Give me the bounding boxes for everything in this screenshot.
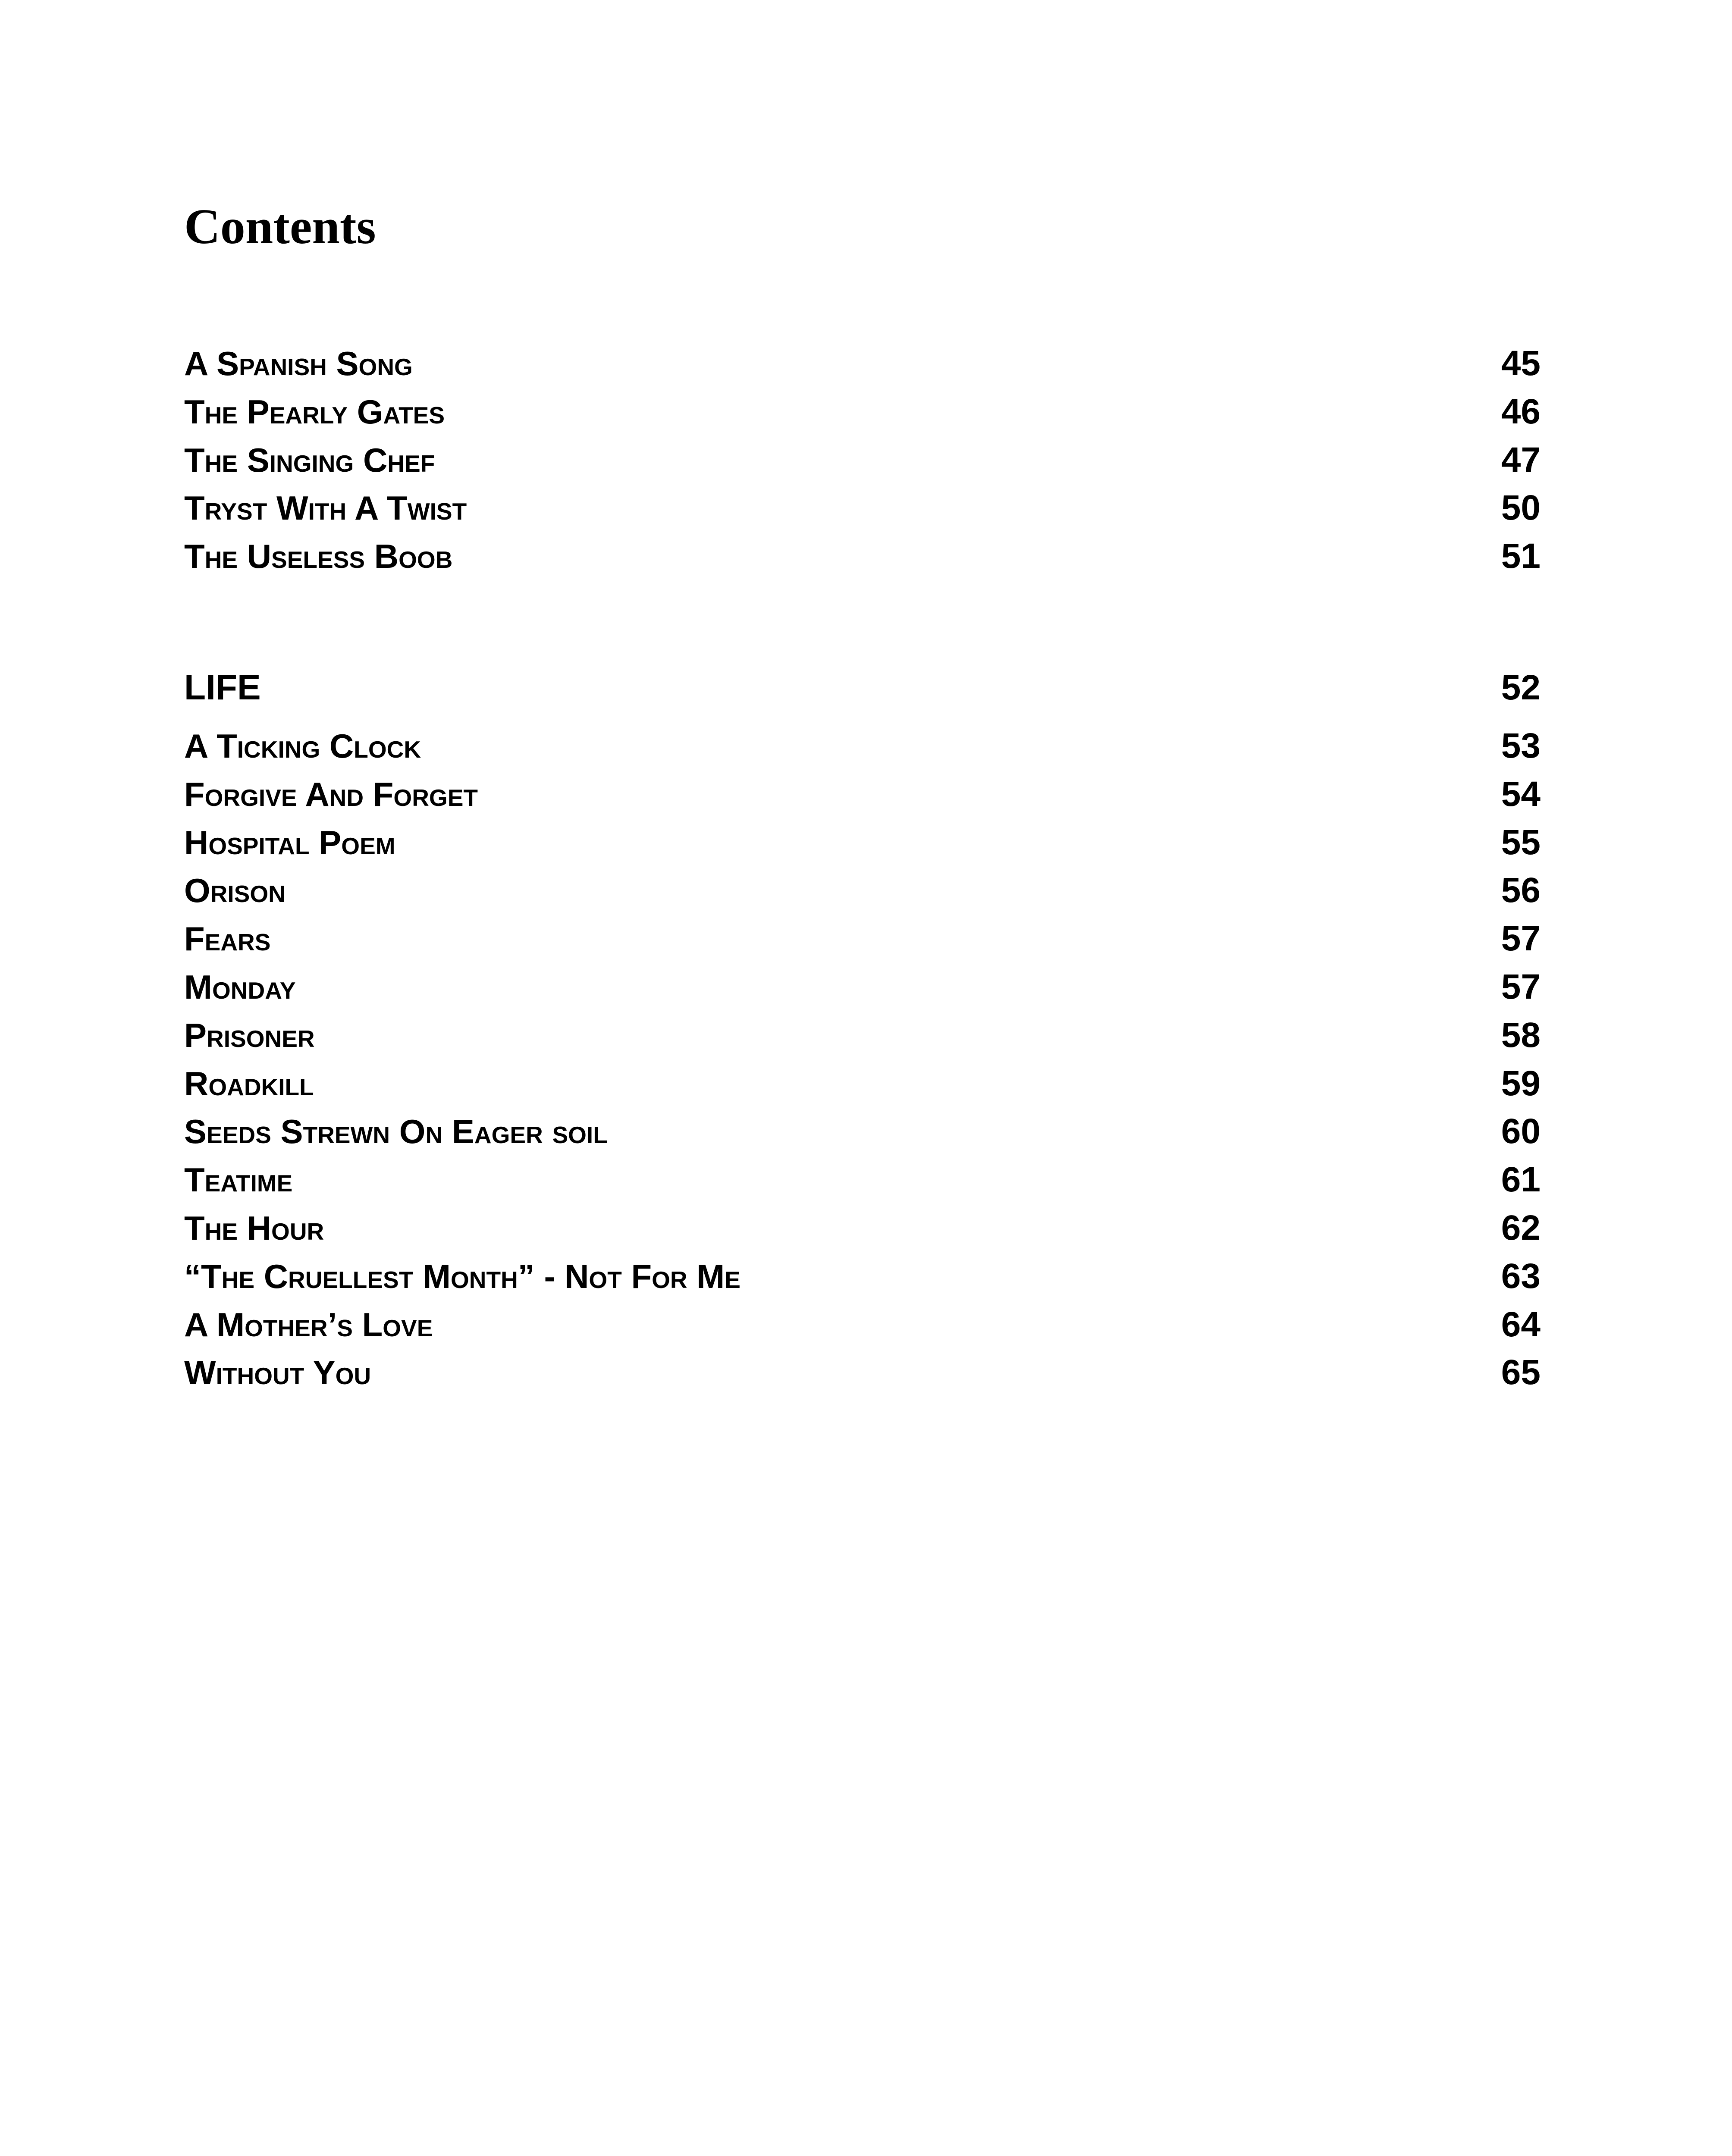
toc-entry[interactable] bbox=[184, 1015, 1541, 1066]
toc-entry-title: Tryst With A Twist bbox=[184, 489, 467, 527]
toc-entry-title: Without You bbox=[184, 1354, 371, 1392]
toc-entry[interactable] bbox=[184, 1355, 1541, 1403]
toc-group-1 bbox=[184, 346, 1541, 587]
toc-entry-page: 54 bbox=[1501, 774, 1541, 814]
toc-entry[interactable] bbox=[184, 1063, 1541, 1114]
toc-entry-title: Fears bbox=[184, 920, 271, 958]
toc-entry-page: 57 bbox=[1501, 967, 1541, 1006]
toc-entry-page: 55 bbox=[1501, 822, 1541, 862]
toc-entry-page: 63 bbox=[1501, 1256, 1541, 1296]
toc-entry-page: 65 bbox=[1501, 1353, 1541, 1392]
toc-entry-page: 64 bbox=[1501, 1304, 1541, 1344]
toc-entry[interactable] bbox=[184, 346, 1541, 394]
toc-entry[interactable] bbox=[184, 1210, 1541, 1259]
toc-entry[interactable] bbox=[184, 1256, 1541, 1307]
toc-entry[interactable] bbox=[184, 536, 1541, 587]
toc-entry[interactable] bbox=[184, 1304, 1541, 1355]
toc-entry-page: 58 bbox=[1501, 1015, 1541, 1055]
toc-entry-page: 51 bbox=[1501, 536, 1541, 576]
toc-entry-title: Orison bbox=[184, 871, 286, 910]
toc-entry[interactable] bbox=[184, 442, 1541, 491]
toc-entry-title: Forgive And Forget bbox=[184, 775, 478, 813]
toc-entry-title: The Pearly Gates bbox=[184, 392, 445, 431]
toc-entry-title: Roadkill bbox=[184, 1064, 314, 1103]
toc-entry-page: 60 bbox=[1501, 1112, 1541, 1151]
toc-entry-page: 46 bbox=[1501, 392, 1541, 431]
toc-entry-title: A Spanish Song bbox=[184, 345, 413, 382]
toc-entry[interactable] bbox=[184, 1162, 1541, 1210]
toc-entry-title: The Useless Boob bbox=[184, 537, 453, 576]
toc-entry-page: 56 bbox=[1501, 871, 1541, 910]
toc-entry-page: 45 bbox=[1501, 344, 1541, 383]
toc-entry-page: 61 bbox=[1501, 1160, 1541, 1200]
toc-entry-title: The Singing Chef bbox=[184, 441, 435, 479]
toc-section-heading[interactable] bbox=[184, 670, 1541, 728]
toc-entry-page: 57 bbox=[1501, 919, 1541, 959]
toc-section-title: LIFE bbox=[184, 668, 261, 707]
toc-entry-title: Hospital Poem bbox=[184, 823, 395, 862]
toc-entry[interactable] bbox=[184, 774, 1541, 825]
toc-entry[interactable] bbox=[184, 490, 1541, 539]
toc-entry-title: Prisoner bbox=[184, 1016, 315, 1054]
toc-entry-page: 47 bbox=[1501, 440, 1541, 479]
toc-entry-title: “The Cruellest Month” - Not For Me bbox=[184, 1257, 740, 1295]
toc-entry[interactable] bbox=[184, 822, 1541, 873]
toc-entry-title: The Hour bbox=[184, 1209, 324, 1247]
toc-entry[interactable] bbox=[184, 921, 1541, 969]
toc-entry-page: 62 bbox=[1501, 1208, 1541, 1247]
toc-section-page: 52 bbox=[1501, 668, 1541, 707]
toc-entry[interactable] bbox=[184, 1114, 1541, 1162]
toc-group-2 bbox=[184, 670, 1541, 1403]
toc-entry-title: A Ticking Clock bbox=[184, 727, 421, 765]
toc-entry[interactable] bbox=[184, 969, 1541, 1018]
page-title: Contents bbox=[184, 199, 376, 254]
toc-entry-title: A Mother’s Love bbox=[184, 1305, 433, 1344]
toc-entry-page: 50 bbox=[1501, 488, 1541, 528]
toc-entry-title: Teatime bbox=[184, 1161, 293, 1199]
toc-entry[interactable] bbox=[184, 394, 1541, 442]
toc-entry[interactable] bbox=[184, 873, 1541, 921]
toc-entry-page: 59 bbox=[1501, 1063, 1541, 1103]
toc-entry-title: Monday bbox=[184, 968, 296, 1006]
toc-entry-title: Seeds Strewn On Eager soil bbox=[184, 1112, 608, 1151]
toc-entry[interactable] bbox=[184, 728, 1541, 777]
toc-entry-page: 53 bbox=[1501, 726, 1541, 765]
